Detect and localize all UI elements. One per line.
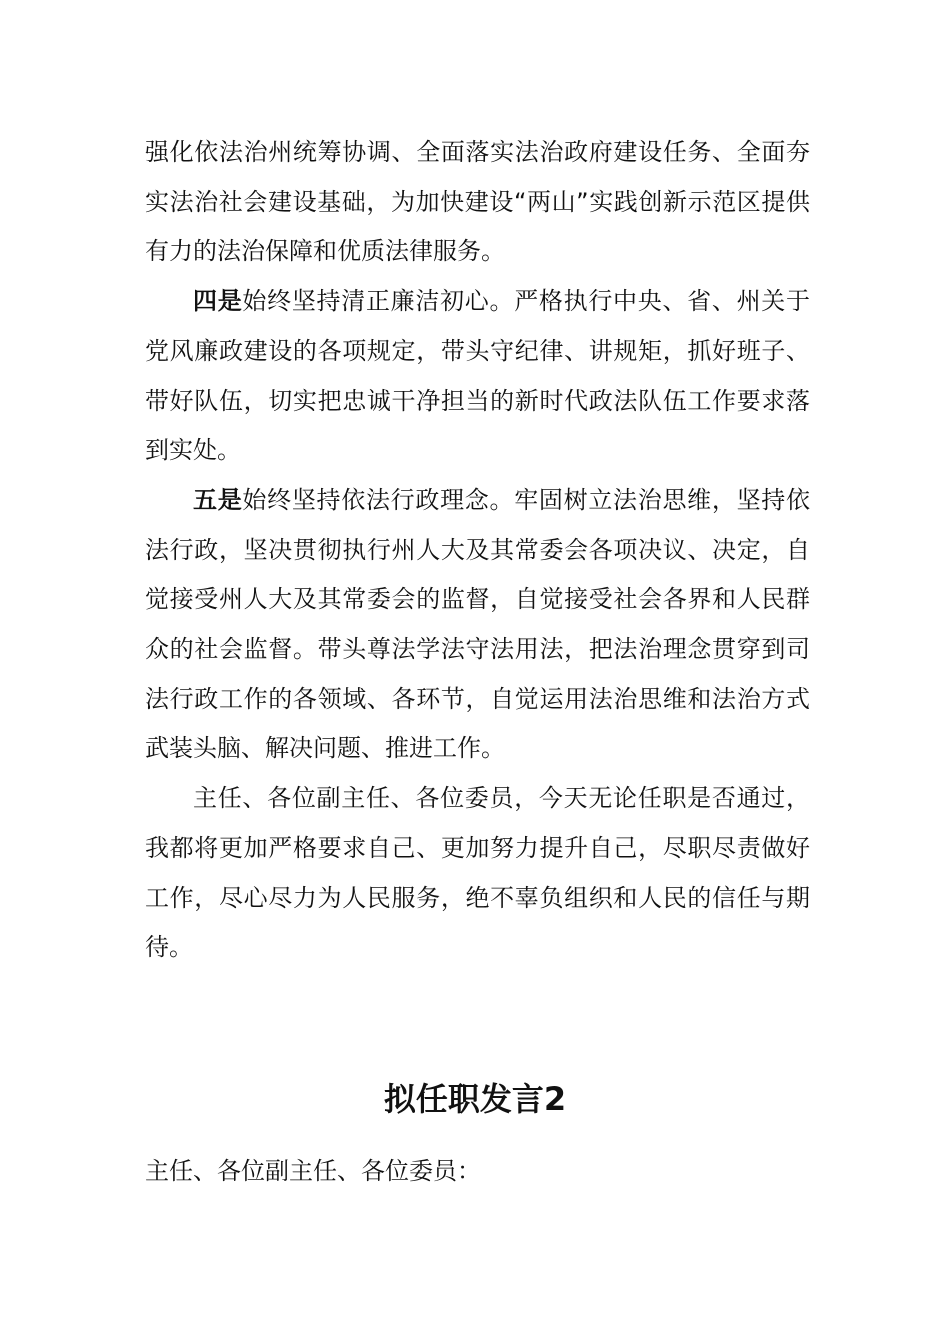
salutation: 主任、各位副主任、各位委员： [145,1157,481,1185]
paragraph-closing [145,774,810,973]
paragraph-point-five [145,476,810,774]
paragraph-text: 主任、各位副主任、各位委员，今天无论任职是否通过，我都将更加严格要求自己、更加努力提升自己，尽职尽责做好工作，尽心尽力为人民服务，绝不辜负组织和人民的信任与期待。 [145,784,810,962]
document-body [145,128,810,973]
paragraph-lead: 五是 [193,485,243,514]
paragraph-continuation [145,128,810,277]
paragraph-lead: 四是 [193,287,243,316]
paragraph-text: 强化依法治州统筹协调、全面落实法治政府建设任务、全面夯实法治社会建设基础，为加快建设“两山”实践创新示范区提供有力的法治保障和优质法律服务。 [145,138,810,266]
paragraph-text: 始终坚持依法行政理念。牢固树立法治思维，坚持依法行政，坚决贯彻执行州人大及其常委会各项决议、决定，自觉接受州人大及其常委会的监督，自觉接受社会各界和人民群众的社会监督。带头尊法学法守法用法，把法治理念贯穿到司法行政工作的各领域、各环节，自觉运用法治思维和法治方式武装头脑、解决问题、推进工作。 [145,485,811,763]
paragraph-point-four [145,277,810,476]
section-title: 拟任职发言2 [383,1080,567,1118]
paragraph-text: 始终坚持清正廉洁初心。严格执行中央、省、州关于党风廉政建设的各项规定，带头守纪律、讲规矩，抓好班子、带好队伍，切实把忠诚干净担当的新时代政法队伍工作要求落到实处。 [145,287,811,465]
